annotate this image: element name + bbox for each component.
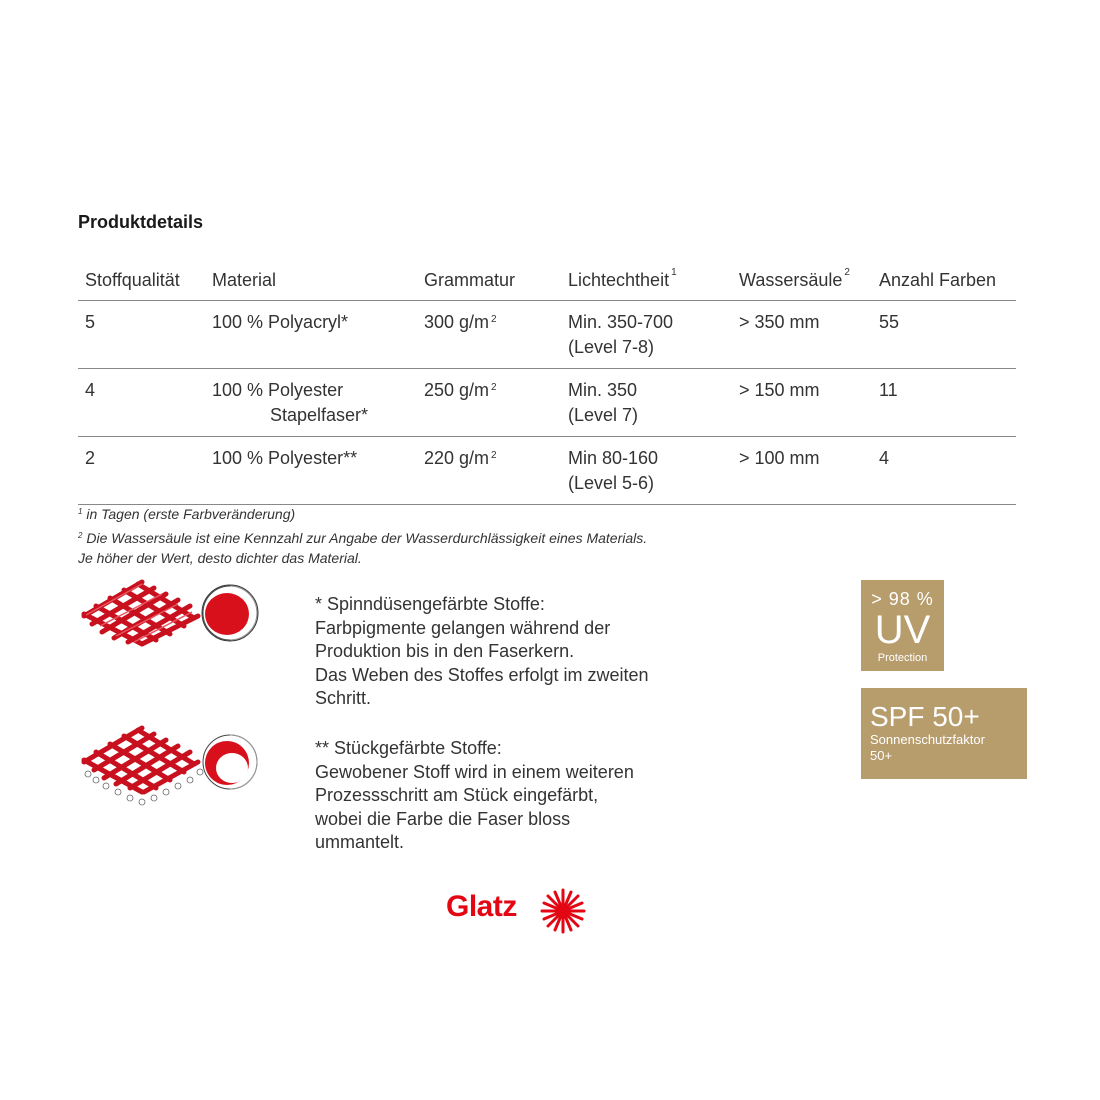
cell-weight: 220 g/m $^2$ [417, 437, 561, 505]
uv-protection-label: Protection [877, 652, 928, 664]
spf-badge [861, 688, 1027, 779]
footnote-2: $^2$ Die Wassersäule ist eine Kennzahl zur Angabe der Wasserdurchlässigkeit eines Materials. Je höher der Wert, desto dichter das Material. [78, 530, 648, 566]
table-row [78, 369, 1016, 437]
product-details-table [78, 262, 1016, 505]
cell-quality: 4 [78, 369, 205, 437]
cell-color-count: 55 [872, 301, 1016, 369]
table-header-row [78, 262, 1016, 301]
header-quality: Stoffqualität [78, 262, 205, 301]
spf-value: 50+ [870, 748, 893, 763]
cell-color-count: 11 [872, 369, 1016, 437]
footnote-1: $^1$ in Tagen (erste Farbveränderung) [78, 506, 296, 522]
table-row [78, 437, 1016, 505]
spun-dyed-description: * Spinndüsengefärbte Stoffe: Farbpigmente gelangen während der Produktion bis in den Faserkern. Das Weben des Stoffes erfolgt im zweiten Schritt. [315, 594, 649, 708]
brand-name: Glatz [446, 890, 517, 923]
fabric-solid-dyed-icon [80, 578, 286, 648]
cell-lightfastness: Min. 350 (Level 7) [561, 369, 732, 437]
sun-burst-icon [538, 888, 588, 934]
cell-material: 100 % Polyester Stapelfaser* [205, 369, 417, 437]
cell-quality: 2 [78, 437, 205, 505]
uv-label: UV [874, 608, 931, 652]
cell-material: 100 % Polyacryl* [205, 301, 417, 369]
header-water-column: Wassersäule $^2$ [732, 262, 872, 301]
header-material: Material [205, 262, 417, 301]
uv-percent: > 98 % [871, 589, 934, 609]
cell-material: 100 % Polyester** [205, 437, 417, 505]
cell-lightfastness: Min 80-160 (Level 5-6) [561, 437, 732, 505]
header-color-count: Anzahl Farben [872, 262, 1016, 301]
header-weight: Grammatur [417, 262, 561, 301]
cell-color-count: 4 [872, 437, 1016, 505]
table-row [78, 301, 1016, 369]
section-title: Produktdetails [78, 212, 204, 232]
cell-weight: 300 g/m $^2$ [417, 301, 561, 369]
cell-lightfastness: Min. 350-700 (Level 7-8) [561, 301, 732, 369]
cell-water-column: > 150 mm [732, 369, 872, 437]
fabric-piece-dyed-icon [80, 722, 286, 806]
spf-description: Sonnenschutzfaktor [870, 732, 985, 747]
uv-protection-badge [861, 580, 944, 671]
piece-dyed-description: ** Stückgefärbte Stoffe: Gewobener Stoff wird in einem weiteren Prozessschritt am Stück eingefärbt, wobei die Farbe die Faser bloss ummantelt. [315, 738, 634, 852]
cell-weight: 250 g/m $^2$ [417, 369, 561, 437]
cell-water-column: > 350 mm [732, 301, 872, 369]
header-lightfastness: Lichtechtheit $^1$ [561, 262, 732, 301]
cell-quality: 5 [78, 301, 205, 369]
spf-label: SPF 50+ [870, 701, 980, 732]
cell-water-column: > 100 mm [732, 437, 872, 505]
